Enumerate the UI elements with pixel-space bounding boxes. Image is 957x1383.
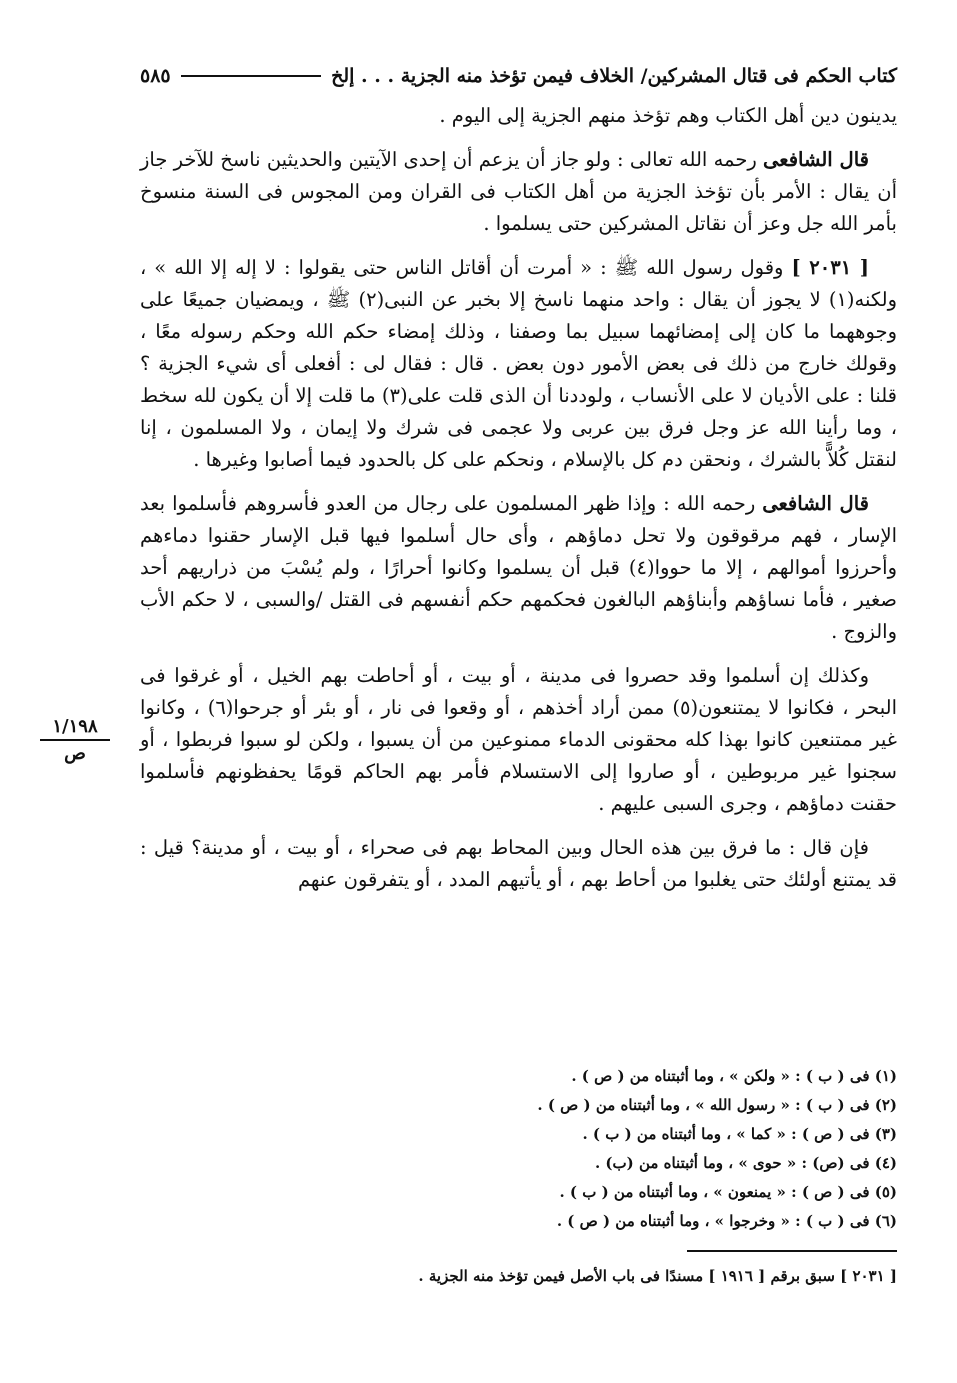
margin-folio-note (40, 716, 110, 764)
main-text (140, 100, 897, 908)
paragraph-5 (140, 660, 897, 820)
speaker-label: قال الشافعى (763, 148, 869, 171)
speaker-label: قال الشافعى (762, 492, 869, 515)
footnote: (١) فى ( ب ) : « ولكن » ، وما أثبتناه من ( ص ) . (571, 1067, 897, 1085)
paragraph-4 (140, 488, 897, 648)
paragraph-6 (140, 832, 897, 896)
footnote: (٦) فى ( ب ) : « وخرجوا » ، وما أثبتناه من ( ص ) . (556, 1212, 897, 1230)
footnote-divider (687, 1250, 897, 1252)
paragraph-text: فإن قال : ما فرق بين هذه الحال وبين المحاط بهم فى صحراء ، أو بيت ، أو مدينة؟ قيل : قد يمتنع أولئك حتى يغلبوا من أحاط بهم ، أو يأتيهم المدد ، أو يتفرقون عنهم (140, 836, 897, 891)
paragraph-text: وقول رسول الله ﷺ : « أمرت أن أقاتل الناس حتى يقولوا : لا إله إلا الله » ، ولكنه(١) لا يجوز أن يقال : واحد منهما ناسخ إلا بخبر عن النبى(٢) ﷺ ، ويمضيان جميعًا على وجوههما ما كان إلى إمضائهما سبيل بما وصفنا ، وذلك إمضاء حكم الله وحكم رسوله معًا ، وقولك خارج من ذلك فى بعض الأمور دون بعض . قال : فقال لى : أفعلى أى شيء الجزية ؟ قلنا : على الأديان لا على الأنساب ، ولوددنا أن الذى قلت على(٣) ما قلت إلا أن يكون لله سخط ، وما رأينا الله عز وجل فرق بين عربى ولا عجمى فى شرك ولا إيمان ، ولا المسلمون ، إنا لنقتل كُلاًّ بالشرك ، ونحقن دم كل بالإسلام ، ونحكم على كل بالحدود فيما أصابوا وغيرها . (140, 256, 897, 471)
footnote: (٣) فى ( ص ) : « كما » ، وما أثبتناه من ( ب ) . (582, 1125, 897, 1143)
header-title: كتاب الحكم فى قتال المشركين/ الخلاف فيمن تؤخذ منه الجزية . . . إلخ (331, 65, 897, 87)
cross-reference-note: [ ٢٠٣١ ] سبق برقم [ ١٩١٦ ] مسندًا فى باب الأصل فيمن تؤخذ منه الجزية . (418, 1267, 897, 1285)
paragraph-2 (140, 144, 897, 240)
footnote: (٢) فى ( ب ) : « رسول الله » ، وما أثبتناه من ( ص ) . (537, 1096, 897, 1114)
paragraph-3 (140, 252, 897, 476)
folio-number: ١/١٩٨ (52, 716, 98, 737)
footnote: (٥) فى ( ص ) : « يمنعون » ، وما أثبتناه من ( ب ) . (559, 1183, 897, 1201)
paragraph-text: رحمه الله : وإذا ظهر المسلمون على رجال من العدو فأسروهم فأسلموا بعد الإسار ، فهم مرقوقون ولا تحل دماؤهم ، وأى حال أسلموا فيها قبل الإسار حقنوا دماءهم وأحرزوا أموالهم ، إلا ما حووا(٤) قبل أن يسلموا وكانوا أحرارًا ، ولم يُسْبَ من ذراريهم أحد صغير ، فأما نساؤهم وأبناؤهم البالغون فحكمهم حكم أنفسهم فى القتل /والسبى ، لا حكم الأب والزوج . (140, 492, 898, 643)
paragraph-text: رحمه الله تعالى : ولو جاز أن يزعم أن إحدى الآيتين والحديثين ناسخ للآخر جاز أن يقال : الأمر بأن تؤخذ الجزية من أهل الكتاب فى القران ومن المجوس فى السنة منسوخ بأمر الله جل وعز أن نقاتل المشركين حتى يسلموا . (140, 148, 897, 235)
footnote: (٤) فى (ص) : « حوى » ، وما أثبتناه من (ب) . (594, 1154, 897, 1172)
paragraph-1 (140, 100, 897, 132)
footnotes (300, 1062, 897, 1236)
hadith-number: [ ٢٠٣١ ] (791, 256, 870, 279)
folio-source: ص (64, 743, 86, 764)
paragraph-text: يدينون دين أهل الكتاب وهم تؤخذ منهم الجزية إلى اليوم . (439, 104, 897, 127)
header-rule (181, 75, 321, 77)
page-number: ٥٨٥ (140, 65, 171, 87)
margin-rule (40, 739, 110, 741)
paragraph-text: وكذلك إن أسلموا وقد حصروا فى مدينة ، أو بيت ، أو أحاطت بهم الخيل ، أو غرقوا فى البحر ، فكانوا لا يمتنعون(٥) ممن أراد أخذهم ، أو وقعوا فى نار ، أو بئر أو جرحوا(٦) ، وكانوا غير ممتنعين كانوا بهذا كله محقونى الدماء ممنوعين من أن يسبوا ، ولكن لو سبوا فربطوا ، أو سجنوا غير مربوطين ، أو صاروا إلى الاستسلام فأمر بهم الحاكم قومًا يحفظونهم فأسلموا حقنت دماؤهم ، وجرى السبى عليهم . (140, 664, 898, 815)
running-header (140, 58, 897, 94)
